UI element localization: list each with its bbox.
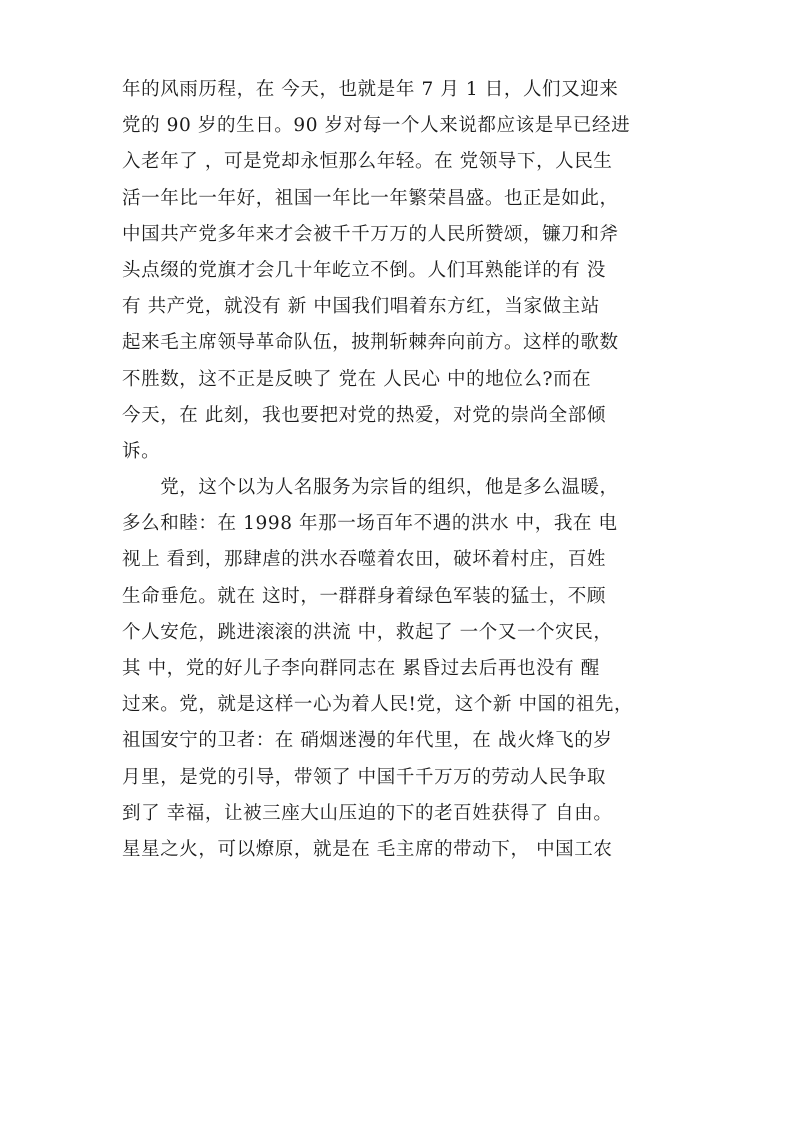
text-line: 月里，是党的引导，带领了 中国千千万万的劳动人民争取 xyxy=(122,766,606,788)
text-line: 入老年了 ，可是党却永恒那么年轻。在 党领导下，人民生 xyxy=(122,151,613,173)
text-line: 星星之火，可以燎原，就是在 毛主席的带动下， 中国工农 xyxy=(122,838,613,860)
text-line: 视上 看到，那肆虐的洪水吞噬着农田，破坏着村庄，百姓 xyxy=(122,549,606,571)
text-line: 今天，在 此刻，我也要把对党的热爱，对党的崇尚全部倾 xyxy=(122,404,606,426)
text-line: 到了 幸福，让被三座大山压迫的下的老百姓获得了 自由。 xyxy=(122,802,613,824)
text-line: 党的 90 岁的生日。90 岁对每一个人来说都应该是早已经进 xyxy=(122,115,631,137)
text-line: 活一年比一年好，祖国一年比一年繁荣昌盛。也正是如此， xyxy=(122,187,619,209)
text-line: 生命垂危。就在 这时，一群群身着绿色军装的猛士，不顾 xyxy=(122,585,606,607)
text-line: 起来毛主席领导革命队伍，披荆斩棘奔向前方。这样的歌数 xyxy=(122,332,619,354)
text-line: 过来。党，就是这样一心为着人民!党，这个新 中国的祖先， xyxy=(122,694,634,716)
text-line: 年的风雨历程，在 今天，也就是年 7 月 1 日，人们又迎来 xyxy=(122,79,619,100)
text-line: 头点缀的党旗才会几十年屹立不倒。人们耳熟能详的有 没 xyxy=(122,259,606,281)
text-line: 党，这个以为人名服务为宗旨的组织，他是多么温暖， xyxy=(122,477,619,499)
text-line: 不胜数，这不正是反映了 党在 人民心 中的地位么?而在 xyxy=(122,368,592,390)
body-text xyxy=(122,72,682,868)
text-line: 中国共产党多年来才会被千千万万的人民所赞颂，镰刀和斧 xyxy=(122,223,619,245)
text-line: 诉。 xyxy=(122,440,161,462)
text-line: 祖国安宁的卫者：在 硝烟迷漫的年代里，在 战火烽飞的岁 xyxy=(122,730,613,752)
text-line: 个人安危，跳进滚滚的洪流 中，救起了 一个又一个灾民， xyxy=(122,621,613,643)
text-line: 多么和睦：在 1998 年那一场百年不遇的洪水 中，我在 电 xyxy=(122,513,618,535)
text-line: 其 中，党的好儿子李向群同志在 累昏过去后再也没有 醒 xyxy=(122,658,600,679)
text-line: 有 共产党，就没有 新 中国我们唱着东方红，当家做主站 xyxy=(122,296,600,318)
